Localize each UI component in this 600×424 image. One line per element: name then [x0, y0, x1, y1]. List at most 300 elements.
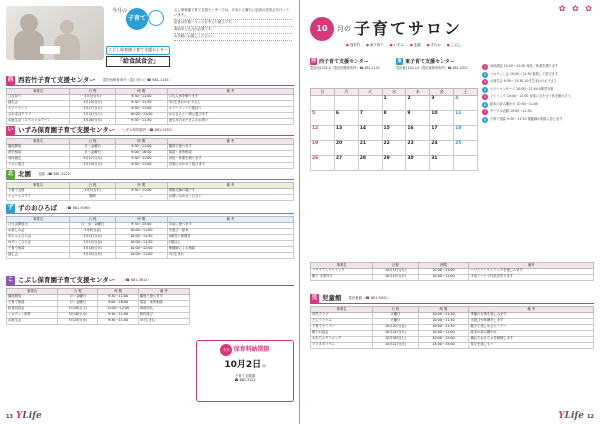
event-text: 子育て相談 9:30～11:30 保健師が相談に応じます	[490, 116, 563, 121]
cell: 10月28日(土)	[373, 336, 418, 342]
right-page	[300, 0, 600, 424]
section-title: 児童館	[322, 293, 342, 302]
col-header: 事業名	[7, 89, 70, 95]
cell: 手遊びや体操をします	[469, 318, 594, 324]
calendar-day: 16	[406, 125, 430, 140]
logo-rest: Life	[22, 411, 42, 422]
cell: 3月生まれ	[167, 252, 293, 258]
cell: 身長・体重を測ります	[167, 156, 293, 162]
section-info: （☎ 681-5060）	[64, 206, 93, 211]
cell: 1歳以上	[167, 240, 293, 246]
cell: 10月17日(火)	[373, 268, 418, 274]
weekday-header: 土	[454, 89, 478, 96]
logo-y: Y	[558, 411, 565, 422]
table-nishi	[6, 88, 294, 125]
cell: 10:00～12:00	[116, 112, 168, 118]
calendar-day: 6	[334, 110, 358, 125]
cell: 3月6日(金)	[70, 228, 116, 234]
intro-photo	[6, 6, 104, 60]
event-text: ハロウィン会 10:00～11:30 仮装して遊びます	[490, 71, 559, 76]
col-header: 備 考	[167, 139, 293, 145]
cell: 月～金曜日	[58, 300, 98, 306]
logo-rest: Life	[564, 411, 585, 422]
center-icon: 西	[311, 58, 316, 64]
cell: 幼児クラブ	[311, 312, 373, 318]
cell: 3月25日(水)	[58, 318, 98, 324]
cell: 10:00～11:00	[418, 274, 469, 280]
calendar-day: 3	[430, 95, 454, 110]
calendar-day: 2	[406, 95, 430, 110]
table-kitazono	[6, 182, 294, 201]
col-header: 日 程	[70, 139, 116, 145]
cell: 9:30～11:00	[116, 94, 168, 100]
event-text: リトミック 10:00～11:00 音楽に合わせて体を動かそう	[490, 94, 571, 98]
cell: 10月20日(金)	[373, 324, 418, 330]
legend-item: ●いずみ	[389, 43, 404, 47]
section-icon: 西	[7, 77, 14, 84]
event-number: 2	[483, 72, 487, 77]
cell: エアーランドで遊ぼう	[167, 106, 293, 112]
cell: 10:00～12:00	[116, 246, 168, 252]
cell: 10月24日(火)	[373, 330, 418, 336]
calendar-day: 30	[406, 155, 430, 170]
event-number: 5	[483, 95, 487, 99]
cell: 3月11日(水)	[70, 234, 116, 240]
notice-month-badge: 今月	[220, 344, 232, 356]
cell: 制作遊び	[138, 312, 189, 318]
cell: 9:30～15:00	[116, 222, 168, 228]
cell: おもちゃクリニック	[311, 336, 373, 342]
cell: ぷれぱぱクラブ	[7, 112, 70, 118]
logo-y: Y	[15, 411, 23, 422]
event-item	[482, 79, 594, 85]
col-header: 備 考	[167, 183, 293, 189]
table-row	[7, 118, 294, 124]
col-header: 備 考	[167, 89, 293, 95]
calendar-week	[311, 110, 478, 125]
topic-title: 「給食試食会」	[106, 56, 170, 67]
table-zunoo	[6, 216, 294, 259]
intro-line: 給食は栄養バランスを考えた献立です。	[174, 20, 292, 27]
col-header: 時 間	[418, 307, 469, 313]
cell: 子育て支援	[7, 188, 70, 194]
calendar-day: 23	[406, 140, 430, 155]
cell: 月～金曜日	[70, 150, 116, 156]
legend-item: ●ずのお	[426, 43, 441, 47]
cell: 0歳児と保護者	[167, 234, 293, 240]
col-header: 時 間	[116, 89, 168, 95]
calendar-day	[334, 95, 358, 110]
calendar-day: 28	[358, 155, 382, 170]
event-number: 7	[483, 110, 487, 114]
page-number: 12	[587, 414, 594, 421]
col-header: 時間	[418, 263, 469, 269]
col-header: 時 間	[116, 139, 168, 145]
calendar-day: 1	[382, 95, 406, 110]
cell: 10月19日(木)	[373, 274, 418, 280]
cell: 育児相談	[7, 150, 70, 156]
center-info: 豊田東1142-14（豊田東保育所内）☎ 681-0311	[396, 66, 468, 70]
cell: 3月10日(火)	[70, 100, 116, 106]
section-info: 豊田西保育所内（富山市○○ ☎ 681-1151）	[102, 78, 173, 83]
col-header: 時 間	[116, 183, 168, 189]
cell: ハワイアンリトミックを楽しみます	[469, 268, 594, 274]
cell: 園庭で遊べます	[138, 294, 189, 300]
cell: 3月13日(金)	[70, 240, 116, 246]
cell: 10:00～11:30	[418, 318, 469, 324]
cell: 情報交換の場です	[167, 188, 293, 194]
calendar-week	[311, 140, 478, 155]
calendar-day: 29	[382, 155, 406, 170]
cell: 9:30～11:00	[116, 188, 168, 194]
tag-circle: 子育て	[126, 8, 148, 30]
calendar-day	[358, 95, 382, 110]
calendar-day: 10	[430, 110, 454, 125]
cell: 音楽に合わせて遊びます	[167, 162, 293, 168]
calendar-day: 11	[454, 110, 478, 125]
notice-title: 保育料納期限	[233, 346, 270, 353]
cell: 園庭開放	[7, 144, 70, 150]
cell: 11:00～12:00	[98, 306, 138, 312]
cell: お問い合わせください	[167, 194, 293, 200]
cell: 3月18日(水)	[58, 312, 98, 318]
table-izumi	[6, 138, 294, 169]
event-item	[482, 72, 594, 78]
section-header-kobushi	[6, 276, 294, 286]
section-info: 北園（☎ 681-3222）	[38, 172, 74, 177]
cell: 10:00～11:30	[418, 312, 469, 318]
cell: 9:30～11:30	[116, 100, 168, 106]
cell: ひな祭り	[7, 94, 70, 100]
section-title: 西若竹子育て支援センター	[18, 75, 96, 84]
calendar-day: 19	[311, 140, 335, 155]
table-row	[311, 342, 594, 348]
section-header-jidokan	[310, 294, 594, 304]
intro-block	[6, 6, 294, 72]
right-footer	[558, 411, 594, 422]
cell: 親子 手形作り	[311, 274, 373, 280]
cell: どんぐりぐみ	[311, 318, 373, 324]
cell: 給食試食会	[7, 306, 58, 312]
cell: 9:30～11:00	[98, 312, 138, 318]
table-row	[7, 162, 294, 168]
event-text: 身体測定 10:00～11:30 身長・体重を測ります	[490, 64, 559, 68]
calendar-day: 31	[430, 155, 454, 170]
cell: 園庭開放	[7, 294, 58, 300]
cell: 絵本の読み聞かせ	[469, 330, 594, 336]
registration-event-table	[310, 262, 594, 281]
cell: 9:30～11:00	[116, 156, 168, 162]
cell: 9:30～11:00	[98, 318, 138, 324]
salon-title	[310, 16, 590, 42]
section-title: 北園	[18, 169, 31, 178]
cell: 子育てセミナー	[311, 324, 373, 330]
month-badge: 10	[310, 17, 334, 41]
weekday-header: 火	[358, 89, 382, 96]
calendar-day: 18	[454, 125, 478, 140]
calendar-day: 14	[358, 125, 382, 140]
cell: 9:30～11:00	[116, 162, 168, 168]
cell: お楽しみ会	[7, 228, 70, 234]
col-header: 備 考	[167, 217, 293, 223]
cell: 9:30～11:30	[116, 118, 168, 124]
calendar-day: 24	[430, 140, 454, 155]
calendar-day	[454, 155, 478, 170]
page-number: 13	[6, 414, 13, 421]
cell: 保健師による相談	[167, 246, 293, 252]
event-text: お誕生会 9:30～11:30 10月生まれのお子さん	[490, 79, 558, 83]
cell: 10:00～11:00	[418, 330, 469, 336]
calendar-day: 22	[382, 140, 406, 155]
cell: 10:00～11:30	[116, 240, 168, 246]
table-jidokan	[310, 306, 594, 349]
col-header: 備考	[469, 263, 594, 269]
stamp-icon	[148, 10, 164, 26]
cell: 随時	[70, 194, 116, 200]
publication-logo	[558, 411, 584, 422]
col-header: 日 程	[70, 217, 116, 223]
calendar-day: 20	[334, 140, 358, 155]
cell: 火曜日	[373, 318, 418, 324]
section-icon: 北	[7, 171, 14, 178]
event-item	[482, 87, 594, 93]
cell: ―	[116, 194, 168, 200]
calendar-day: 9	[406, 110, 430, 125]
event-text: ベビーマッサージ 10:00～11:00 0歳児対象	[490, 86, 554, 91]
cell: 9:30～11:00	[98, 294, 138, 300]
topic-badge	[106, 6, 170, 72]
calendar-day: 27	[334, 155, 358, 170]
notice-office: 子育て支援課	[235, 373, 255, 378]
event-item	[482, 117, 594, 123]
cell: 手遊び・絵本	[167, 228, 293, 234]
cell: お父さんと一緒に遊びます	[167, 112, 293, 118]
table-row	[7, 194, 294, 200]
weekday-header: 木	[406, 89, 430, 96]
cell: 月～金曜日	[70, 144, 116, 150]
col-header: 日 程	[58, 289, 98, 295]
section-header-izumi	[6, 126, 294, 136]
cell: 9:00～16:00	[98, 300, 138, 306]
cell: 3月3日(火)	[70, 94, 116, 100]
section-info: （☎ 681-3612）	[122, 278, 151, 283]
calendar-day: 13	[334, 125, 358, 140]
cell: プラネタリウム	[311, 342, 373, 348]
cell: 3月生まれのお子さん	[167, 100, 293, 106]
page-title: 子育てサロン	[354, 19, 463, 39]
legend-item: ●西若竹	[346, 43, 361, 47]
left-footer	[6, 411, 42, 422]
event-text: サークル活動 10:00～11:30	[490, 109, 532, 113]
calendar-day: 17	[430, 125, 454, 140]
event-number: 3	[483, 80, 487, 84]
col-header: 事業名	[311, 307, 373, 313]
cell: 3月19日(木)	[70, 162, 116, 168]
section-icon: ず	[7, 205, 14, 212]
cell: 10:00～11:30	[116, 234, 168, 240]
event-item	[482, 109, 594, 115]
calendar-week	[311, 125, 478, 140]
cell: ひろば開放日	[7, 222, 70, 228]
section-header-nishi	[6, 76, 294, 86]
cell: 親子で楽しめるセミナー	[469, 324, 594, 330]
section-title: こぶし保育園子育て支援センター	[18, 275, 116, 284]
col-header: 事業名	[7, 139, 70, 145]
cell: 3月17日(火)	[70, 106, 116, 112]
cell: 月～金曜日	[58, 294, 98, 300]
cell: ハロウィン制作	[7, 312, 58, 318]
cell: 自由に遊べます	[167, 222, 293, 228]
table-row	[7, 318, 190, 324]
cell: ショートステイ	[7, 194, 70, 200]
col-header: 事業名	[311, 263, 373, 269]
cell: 9:00～16:00	[116, 150, 168, 156]
center-west	[310, 58, 384, 78]
event-list	[482, 64, 594, 124]
intro-text	[174, 8, 292, 41]
weekday-header: 金	[430, 89, 454, 96]
publication-logo	[16, 411, 42, 422]
section-icon: い	[7, 127, 14, 134]
table-kobushi	[6, 288, 190, 325]
cell: 14:00～15:00	[418, 342, 469, 348]
calendar-header-row	[311, 89, 478, 96]
cell: 火曜日	[373, 312, 418, 318]
intro-line: 事前申し込みが必要です。	[174, 27, 292, 34]
section-header-kitazono	[6, 170, 294, 180]
event-number: 4	[483, 87, 487, 92]
calendar-week	[311, 95, 478, 110]
cell: 子育て相談	[7, 246, 70, 252]
event-number: 1	[483, 65, 487, 69]
cell: お誕生会	[7, 318, 58, 324]
col-header: 事業名	[7, 289, 58, 295]
cell: 季節の行事を楽しみます	[469, 312, 594, 318]
legend-item: ●東子育て	[366, 43, 384, 47]
cell: 3月25日(水)	[70, 252, 116, 258]
cell: 事前申込	[138, 306, 189, 312]
cell: 3月18日(水)	[70, 246, 116, 252]
section-icon: こ	[7, 277, 14, 284]
cell: 10:00～11:00	[418, 268, 469, 274]
cell: ひな人形を飾ります	[167, 94, 293, 100]
cell: 10:00～11:00	[116, 252, 168, 258]
center-name: 東子育て支援センター	[405, 58, 455, 65]
event-text: 絵本の読み聞かせ 10:30～11:00	[490, 101, 539, 106]
col-header: 事業名	[7, 217, 70, 223]
table-row	[311, 274, 594, 280]
col-header: 日 程	[70, 183, 116, 189]
cell: 3月5日(木)	[70, 188, 116, 194]
todays-label: 今月の	[112, 8, 128, 14]
section-icon: 児	[311, 295, 318, 302]
cell: 園庭で遊べます	[167, 144, 293, 150]
notice-date: 10月2日	[224, 360, 262, 370]
cell: 3月26日(木)	[70, 118, 116, 124]
cell: 誕生会	[7, 100, 70, 106]
calendar-day	[311, 95, 335, 110]
cell: 子育て相談	[7, 300, 58, 306]
col-header: 時 間	[98, 289, 138, 295]
cell: 9:30～11:00	[116, 144, 168, 150]
calendar-day: 21	[358, 140, 382, 155]
cell: お誕生会（スペシャルデー）	[7, 118, 70, 124]
col-header: 日程	[373, 263, 418, 269]
cell: 3月12日(木)	[70, 156, 116, 162]
fee-deadline-notice	[196, 340, 294, 402]
center-info: 豊田西1332-5（豊田西保育所内）☎ 681-1151	[310, 66, 380, 70]
calendar-legend	[346, 43, 478, 47]
table-row	[7, 252, 294, 258]
calendar-day: 5	[311, 110, 335, 125]
calendar-day: 26	[311, 155, 335, 170]
col-header: 日 程	[70, 89, 116, 95]
cell: 電話・来所相談	[167, 150, 293, 156]
cell: 10:00～11:30	[418, 324, 469, 330]
center-east	[396, 58, 470, 78]
cell: 3月21日(土)	[70, 112, 116, 118]
event-item	[482, 94, 594, 100]
salon-calendar	[310, 88, 478, 171]
section-title: いずみ保育園子育て支援センター	[18, 125, 116, 134]
cell: 誕生月のお子さんのお祝い	[167, 118, 293, 124]
weekday-header: 水	[382, 89, 406, 96]
cell: ハワイアンリトミック	[311, 268, 373, 274]
col-header: 日 程	[373, 307, 418, 313]
center-label: こどし保育園子育て支援センター	[106, 46, 170, 55]
col-header: 事業名	[7, 183, 70, 189]
cell: 9:30～11:00	[116, 106, 168, 112]
calendar-day: 12	[311, 125, 335, 140]
cell: 赤ちゃんひろば	[7, 234, 70, 240]
legend-item: ●北園	[409, 43, 421, 47]
event-number: 8	[483, 117, 487, 122]
notice-weekday: ㈪	[262, 364, 266, 368]
month-suffix: 月の	[337, 24, 351, 33]
cell: 10:00～12:00	[418, 336, 469, 342]
cell: エアーランド	[7, 106, 70, 112]
cell: 月・水・金曜日	[70, 222, 116, 228]
calendar-day: 15	[382, 125, 406, 140]
decoration: ✿ ✿ ✿	[558, 4, 594, 13]
event-number: 6	[483, 102, 487, 107]
cell: 壊れたおもちゃを修理します	[469, 336, 594, 342]
section-info: いずみ保育園内（☎ 681-2552）	[122, 128, 175, 133]
cell: リズム遊び	[7, 162, 70, 168]
weekday-header: 月	[334, 89, 358, 96]
section-header-zunoo	[6, 204, 294, 214]
cell: 星空を楽しもう	[469, 342, 594, 348]
intro-line: ぶし保育園子育て支援センターでは、月末の土曜日に給食の試食会を行っています。	[174, 8, 292, 20]
col-header: 備 考	[469, 307, 594, 313]
cell: 身体測定	[7, 156, 70, 162]
col-header: 備 考	[138, 289, 189, 295]
section-info: 豊田東館（☎ 681-3941）	[348, 296, 391, 301]
cell: 電話・来所相談	[138, 300, 189, 306]
calendar-day: 7	[358, 110, 382, 125]
cell: 親子お話会	[311, 330, 373, 336]
cell: 誕生会	[7, 252, 70, 258]
cell: 手形アートで作品を作ります	[469, 274, 594, 280]
cell: 3月生まれ	[138, 318, 189, 324]
cell: 10:00～11:00	[116, 228, 168, 234]
calendar-day: 25	[454, 140, 478, 155]
notice-phone: ☎ 681-3121	[234, 377, 256, 382]
center-icon: 東	[397, 58, 402, 64]
calendar-day: 8	[382, 110, 406, 125]
event-item	[482, 64, 594, 70]
section-title: ずのおひろば	[18, 203, 57, 212]
